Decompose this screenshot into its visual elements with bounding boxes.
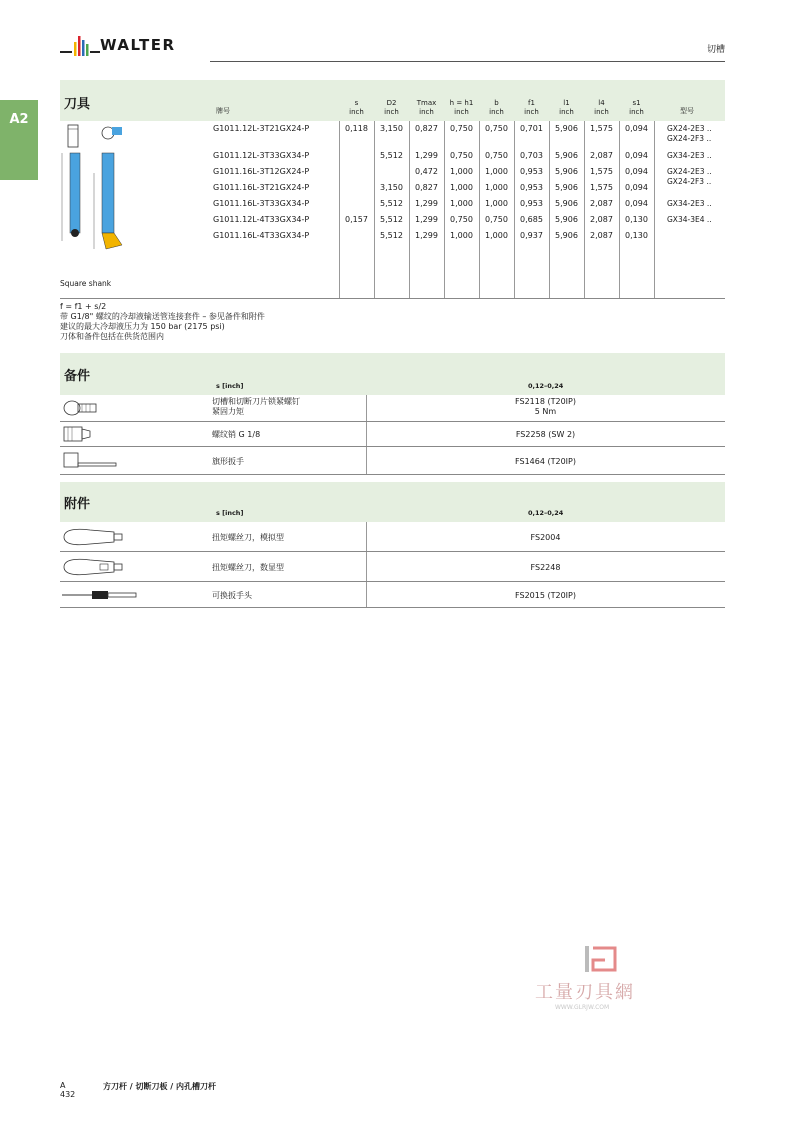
- col-unit: inch: [384, 108, 399, 116]
- acc-col-s: s [inch]: [216, 509, 244, 517]
- brand-name: WALTER: [100, 36, 176, 54]
- cell-f1: 0,703: [520, 151, 543, 160]
- cell-l4: 2,087: [590, 215, 613, 224]
- spare-part-name: 螺纹销 G 1/8: [212, 430, 261, 439]
- col-unit: inch: [594, 108, 609, 116]
- col-unit: inch: [419, 108, 434, 116]
- type-code: GX24-2E3 ..: [667, 124, 712, 133]
- shank-label: Square shank: [60, 279, 112, 288]
- threaded-pin-icon: [60, 422, 110, 447]
- cell-l4: 2,087: [590, 199, 613, 208]
- accessory-name: 扭矩螺丝刀，数显型: [212, 563, 284, 572]
- tools-title: 刀具: [64, 97, 91, 112]
- spare-col-s: s [inch]: [216, 382, 244, 390]
- cell-l1: 5,906: [555, 151, 578, 160]
- cell-f1: 0,953: [520, 167, 543, 176]
- cell-l1: 5,906: [555, 215, 578, 224]
- cell-b: 1,000: [485, 167, 508, 176]
- page-number: A 432: [60, 1081, 76, 1099]
- table-row: [60, 228, 725, 244]
- wrench-head-icon: [60, 582, 144, 608]
- cell-s1: 0,094: [625, 199, 648, 208]
- breadcrumb: 方刀杆 / 切断刀板 / 内孔槽刀杆: [103, 1082, 216, 1091]
- cell-s: 0,118: [345, 124, 368, 133]
- cell-s1: 0,094: [625, 167, 648, 176]
- accessories-header: [60, 482, 725, 522]
- spare-part-name: 旗形扳手: [212, 457, 244, 466]
- accessory-row: [60, 582, 725, 608]
- cell-f1: 0,953: [520, 183, 543, 192]
- spare-part-row: [60, 447, 725, 475]
- screw-icon: [60, 395, 110, 422]
- cell-tmax: 0,827: [415, 183, 438, 192]
- note: 建议的最大冷却液压力为 150 bar (2175 psi): [60, 322, 225, 331]
- cell-l1: 5,906: [555, 124, 578, 133]
- type-code: GX34-2E3 ..: [667, 199, 712, 208]
- note: 刀体和备件包括在供货范围内: [60, 332, 164, 341]
- col-symbol: s: [354, 99, 359, 107]
- cell-s1: 0,094: [625, 151, 648, 160]
- col-header: [339, 99, 374, 117]
- cell-f1: 0,701: [520, 124, 543, 133]
- header-divider: [210, 61, 725, 62]
- note: 带 G1/8" 螺纹的冷却液输送管连接套件 – 参见备件和附件: [60, 312, 265, 321]
- col-symbol: f1: [528, 99, 535, 107]
- col-designation: 牌号: [216, 107, 230, 115]
- watermark-url: WWW.GLRJW.COM: [555, 1004, 610, 1011]
- spare-part-name: 切槽和切断刀片锁紧螺钉: [212, 397, 300, 406]
- spare-part-name-2: 紧固力矩: [212, 407, 244, 416]
- col-symbol: h = h1: [449, 99, 474, 107]
- watermark-text: 工量刃具網: [535, 982, 635, 1003]
- acc-col-range: 0,12–0,24: [528, 509, 564, 517]
- cell-b: 1,000: [485, 231, 508, 240]
- table-row: [60, 212, 725, 228]
- note: f = f1 + s/2: [60, 302, 107, 311]
- type-code: GX24-2E3 ..: [667, 167, 712, 176]
- cell-h: 0,750: [450, 215, 473, 224]
- page-header: [60, 30, 725, 64]
- col-symbol: l4: [598, 99, 605, 107]
- accessories-title: 附件: [64, 497, 91, 512]
- designation: G1011.16L-3T33GX34-P: [213, 199, 310, 208]
- designation: G1011.12L-3T33GX34-P: [213, 151, 310, 160]
- accessory-row: [60, 522, 725, 552]
- cell-tmax: 0,472: [415, 167, 438, 176]
- notes: [60, 302, 265, 342]
- cell-h: 1,000: [450, 167, 473, 176]
- spare-part-row: [60, 395, 725, 422]
- cell-l1: 5,906: [555, 167, 578, 176]
- cell-b: 0,750: [485, 215, 508, 224]
- spare-parts-title: 备件: [64, 369, 91, 384]
- table-row: [60, 180, 725, 196]
- spare-col-range: 0,12–0,24: [528, 382, 564, 390]
- accessory-row: [60, 552, 725, 582]
- cell-l4: 2,087: [590, 231, 613, 240]
- tools-header: [60, 80, 725, 121]
- cell-tmax: 1,299: [415, 151, 438, 160]
- cell-h: 0,750: [450, 151, 473, 160]
- designation: G1011.16L-3T12GX24-P: [213, 167, 310, 176]
- col-header: [374, 99, 409, 117]
- digital-screwdriver-icon: [60, 552, 130, 582]
- cell-s1: 0,094: [625, 183, 648, 192]
- cell-tmax: 1,299: [415, 231, 438, 240]
- col-symbol: s1: [632, 99, 641, 107]
- col-header: [409, 99, 444, 117]
- accessory-code: FS2248: [530, 563, 561, 572]
- cell-h: 1,000: [450, 231, 473, 240]
- cell-l1: 5,906: [555, 199, 578, 208]
- spare-part-code: FS1464 (T20IP): [515, 457, 576, 466]
- cell-tmax: 1,299: [415, 215, 438, 224]
- cell-h: 0,750: [450, 124, 473, 133]
- cell-d2: 5,512: [380, 215, 403, 224]
- cell-d2: 5,512: [380, 151, 403, 160]
- tools-table: [60, 121, 725, 299]
- analog-screwdriver-icon: [60, 522, 130, 552]
- col-header: [444, 99, 479, 117]
- cell-s1: 0,094: [625, 124, 648, 133]
- table-row: [60, 121, 725, 148]
- col-header: [584, 99, 619, 117]
- designation: G1011.12L-3T21GX24-P: [213, 124, 310, 133]
- table-row: [60, 164, 725, 186]
- cell-d2: 3,150: [380, 124, 403, 133]
- cell-b: 0,750: [485, 124, 508, 133]
- spare-part-row: [60, 422, 725, 447]
- accessory-code: FS2004: [530, 533, 561, 542]
- cell-d2: 3,150: [380, 183, 403, 192]
- col-symbol: b: [494, 99, 499, 107]
- col-header: [619, 99, 654, 117]
- col-header: [479, 99, 514, 117]
- cell-tmax: 1,299: [415, 199, 438, 208]
- cell-d2: 5,512: [380, 199, 403, 208]
- col-unit: inch: [349, 108, 364, 116]
- col-header: [549, 99, 584, 117]
- accessory-name: 可换扳手头: [212, 591, 252, 600]
- flag-wrench-icon: [60, 447, 120, 475]
- col-unit: inch: [454, 108, 469, 116]
- category-label: 切槽: [706, 45, 725, 55]
- cell-l4: 2,087: [590, 151, 613, 160]
- type-code-2: GX24-2F3 ..: [667, 177, 712, 186]
- spare-part-code: FS2118 (T20IP): [515, 397, 576, 406]
- watermark-logo-icon: [583, 944, 619, 980]
- cell-d2: 5,512: [380, 231, 403, 240]
- cell-b: 1,000: [485, 199, 508, 208]
- cell-tmax: 0,827: [415, 124, 438, 133]
- cell-f1: 0,685: [520, 215, 543, 224]
- col-header: [514, 99, 549, 117]
- col-type: 型号: [680, 107, 694, 115]
- col-unit: inch: [629, 108, 644, 116]
- col-unit: inch: [524, 108, 539, 116]
- type-code: GX34-3E4 ..: [667, 215, 712, 224]
- accessory-code: FS2015 (T20IP): [515, 591, 576, 600]
- cell-b: 0,750: [485, 151, 508, 160]
- cell-l4: 1,575: [590, 124, 613, 133]
- spare-parts-header: [60, 353, 725, 395]
- designation: G1011.16L-3T21GX24-P: [213, 183, 310, 192]
- cell-s1: 0,130: [625, 215, 648, 224]
- cell-h: 1,000: [450, 183, 473, 192]
- col-symbol: l1: [563, 99, 570, 107]
- designation: G1011.16L-4T33GX34-P: [213, 231, 310, 240]
- type-code: GX34-2E3 ..: [667, 151, 712, 160]
- accessory-name: 扭矩螺丝刀，模拟型: [212, 533, 284, 542]
- table-row: [60, 196, 725, 212]
- table-row: [60, 148, 725, 164]
- cell-b: 1,000: [485, 183, 508, 192]
- watermark: [535, 944, 670, 1014]
- cell-l1: 5,906: [555, 231, 578, 240]
- cell-l4: 1,575: [590, 167, 613, 176]
- col-unit: inch: [559, 108, 574, 116]
- type-code-2: GX24-2F3 ..: [667, 134, 712, 143]
- spare-part-code: FS2258 (SW 2): [515, 430, 576, 439]
- cell-f1: 0,953: [520, 199, 543, 208]
- designation: G1011.12L-4T33GX34-P: [213, 215, 310, 224]
- cell-h: 1,000: [450, 199, 473, 208]
- side-tab: A2: [0, 100, 38, 180]
- col-symbol: Tmax: [416, 99, 437, 107]
- cell-s: 0,157: [345, 215, 368, 224]
- spare-part-torque: 5 Nm: [534, 407, 557, 416]
- cell-l1: 5,906: [555, 183, 578, 192]
- cell-s1: 0,130: [625, 231, 648, 240]
- col-unit: inch: [489, 108, 504, 116]
- cell-f1: 0,937: [520, 231, 543, 240]
- col-symbol: D2: [386, 99, 397, 107]
- cell-l4: 1,575: [590, 183, 613, 192]
